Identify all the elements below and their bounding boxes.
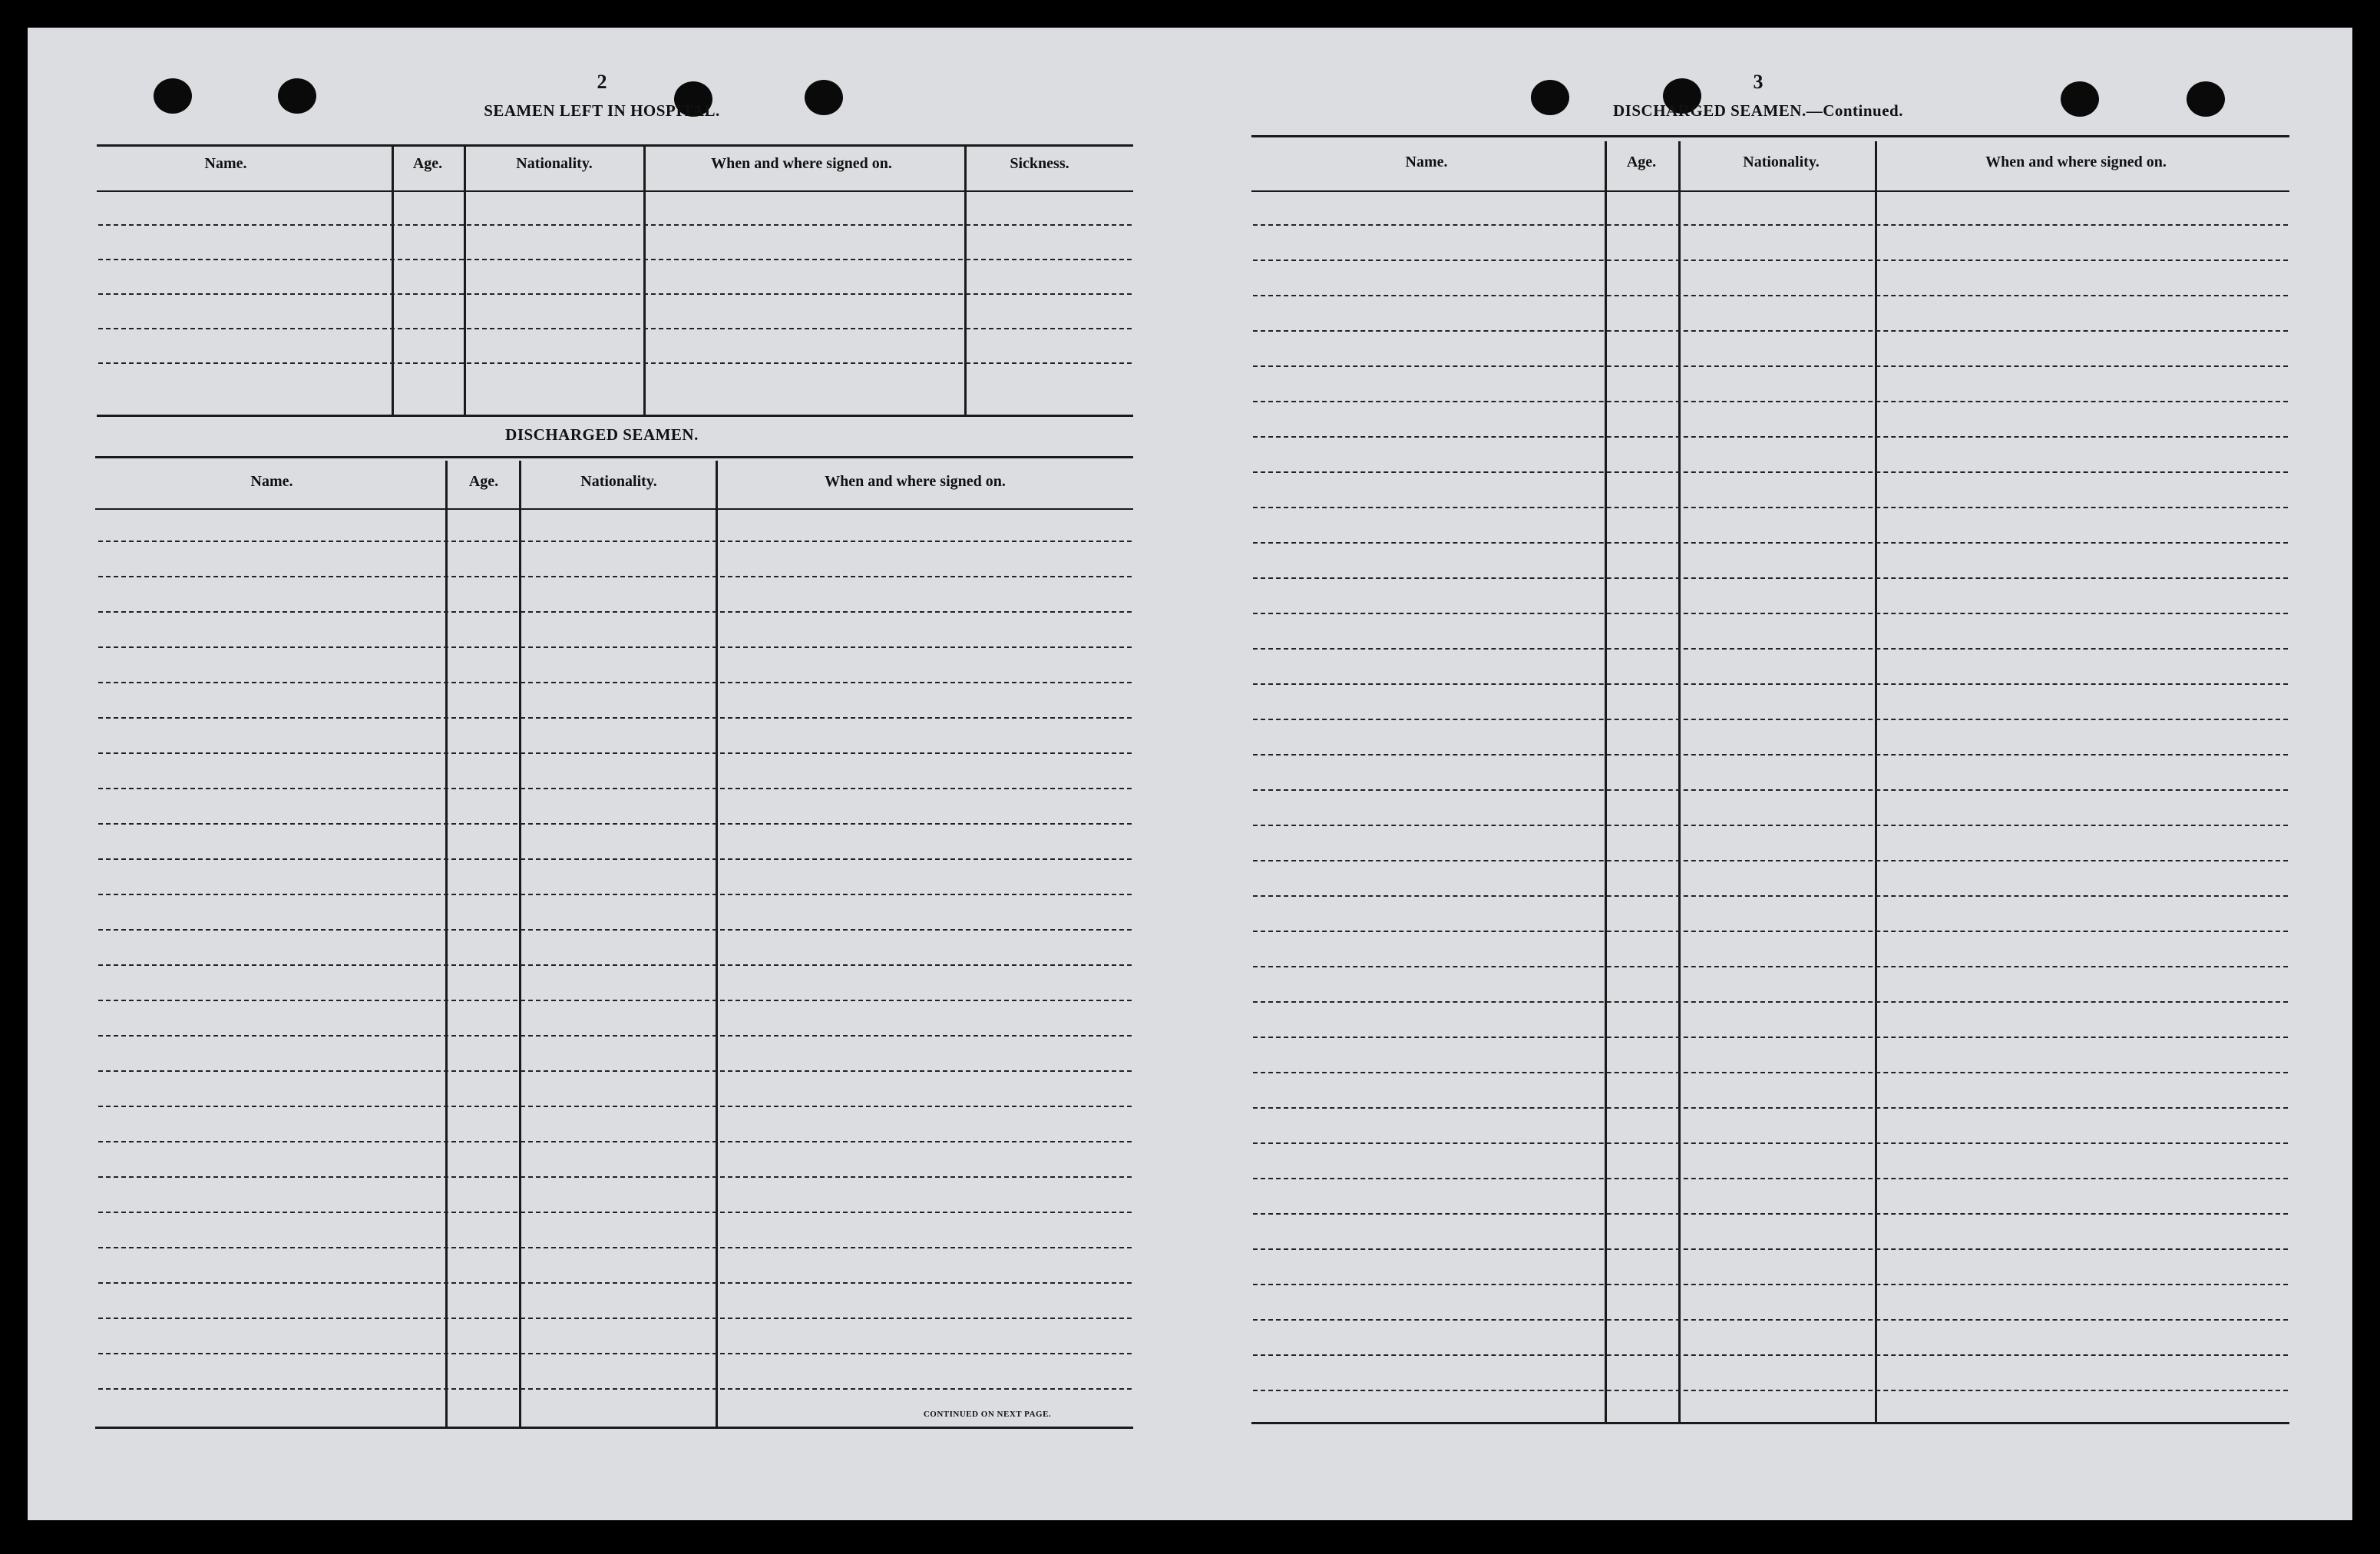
punch-hole <box>1531 80 1569 115</box>
entry-row-line <box>98 1106 1132 1107</box>
page-number: 2 <box>597 71 607 93</box>
column-divider <box>392 144 394 416</box>
entry-row-line <box>1253 1178 2288 1179</box>
entry-row-line <box>1253 966 2288 967</box>
entry-row-line <box>1253 1284 2288 1285</box>
column-divider <box>1605 141 1607 1423</box>
punch-hole <box>154 78 192 114</box>
col-nationality-header: Nationality. <box>516 155 593 172</box>
punch-hole <box>2187 81 2225 117</box>
col-name-header: Name. <box>250 473 293 490</box>
entry-row-line <box>98 576 1132 577</box>
entry-row-line <box>1253 931 2288 932</box>
hospital-table-bottom-rule <box>97 415 1133 417</box>
discharged-table-top-rule <box>95 456 1133 458</box>
entry-row-line <box>1253 1037 2288 1038</box>
right-header-rule <box>1251 190 2289 192</box>
hospital-section-title: SEAMEN LEFT IN HOSPITAL. <box>484 101 720 120</box>
entry-row-line <box>1253 365 2288 367</box>
entry-row-line <box>1253 224 2288 226</box>
entry-row-line <box>1253 683 2288 685</box>
col-age-header: Age. <box>412 155 443 172</box>
column-divider <box>1678 141 1681 1423</box>
column-divider <box>464 144 466 416</box>
entry-row-line <box>98 224 1132 226</box>
entry-row-line <box>1253 1319 2288 1321</box>
entry-row-line <box>98 328 1132 329</box>
hospital-table-top-rule <box>97 144 1133 147</box>
entry-row-line <box>98 1247 1132 1248</box>
discharged-section-title: DISCHARGED SEAMEN. <box>505 425 699 444</box>
entry-row-line <box>1253 471 2288 473</box>
entry-row-line <box>98 788 1132 789</box>
discharged-table-bottom-rule <box>95 1427 1133 1429</box>
document-sheet <box>28 28 2352 1520</box>
entry-row-line <box>1253 401 2288 402</box>
punch-hole <box>278 78 316 114</box>
continued-note: CONTINUED ON NEXT PAGE. <box>923 1410 1052 1419</box>
entry-row-line <box>98 1141 1132 1142</box>
col-signed-on-header: When and where signed on. <box>711 155 892 172</box>
entry-row-line <box>1253 860 2288 861</box>
col-sickness-header: Sickness. <box>1010 155 1069 172</box>
entry-row-line <box>98 541 1132 542</box>
entry-row-line <box>1253 719 2288 720</box>
entry-row-line <box>98 362 1132 364</box>
entry-row-line <box>98 1353 1132 1354</box>
entry-row-line <box>1253 648 2288 650</box>
entry-row-line <box>1253 436 2288 438</box>
entry-row-line <box>98 293 1132 295</box>
col-name-header: Name. <box>204 155 247 172</box>
entry-row-line <box>1253 1107 2288 1109</box>
entry-row-line <box>1253 613 2288 614</box>
entry-row-line <box>1253 1213 2288 1215</box>
punch-hole <box>805 80 843 115</box>
entry-row-line <box>1253 1072 2288 1073</box>
col-name-header: Name. <box>1405 154 1448 170</box>
entry-row-line <box>1253 542 2288 544</box>
entry-row-line <box>98 1388 1132 1390</box>
entry-row-line <box>98 1212 1132 1213</box>
page-number: 3 <box>1753 71 1764 93</box>
entry-row-line <box>98 1282 1132 1284</box>
entry-row-line <box>1253 577 2288 579</box>
entry-row-line <box>1253 1354 2288 1356</box>
col-signed-on-header: When and where signed on. <box>1985 154 2167 170</box>
entry-row-line <box>1253 1001 2288 1003</box>
entry-row-line <box>98 1070 1132 1072</box>
col-age-header: Age. <box>468 473 499 490</box>
entry-row-line <box>1253 1248 2288 1250</box>
col-nationality-header: Nationality. <box>580 473 657 490</box>
right-table-top-rule <box>1251 135 2289 137</box>
entry-row-line <box>1253 825 2288 826</box>
entry-row-line <box>98 1318 1132 1319</box>
entry-row-line <box>1253 1142 2288 1144</box>
column-divider <box>964 144 967 416</box>
column-divider <box>1875 141 1877 1423</box>
entry-row-line <box>98 929 1132 931</box>
right-table-bottom-rule <box>1251 1422 2289 1424</box>
entry-row-line <box>1253 295 2288 296</box>
entry-row-line <box>1253 507 2288 508</box>
entry-row-line <box>98 858 1132 860</box>
entry-row-line <box>1253 330 2288 332</box>
entry-row-line <box>98 823 1132 825</box>
entry-row-line <box>98 717 1132 719</box>
entry-row-line <box>98 1035 1132 1037</box>
col-age-header: Age. <box>1626 154 1657 170</box>
entry-row-line <box>98 646 1132 648</box>
entry-row-line <box>98 1176 1132 1178</box>
entry-row-line <box>1253 895 2288 897</box>
discharged-header-rule <box>95 508 1133 510</box>
entry-row-line <box>98 894 1132 895</box>
entry-row-line <box>98 682 1132 683</box>
entry-row-line <box>98 964 1132 966</box>
entry-row-line <box>1253 1390 2288 1391</box>
column-divider <box>643 144 646 416</box>
col-signed-on-header: When and where signed on. <box>825 473 1006 490</box>
entry-row-line <box>1253 789 2288 791</box>
entry-row-line <box>1253 260 2288 261</box>
discharged-continued-title: DISCHARGED SEAMEN.—Continued. <box>1613 101 1903 120</box>
entry-row-line <box>98 752 1132 754</box>
entry-row-line <box>98 1000 1132 1001</box>
entry-row-line <box>98 259 1132 260</box>
hospital-header-rule <box>97 190 1133 192</box>
entry-row-line <box>98 611 1132 613</box>
punch-hole <box>2061 81 2099 117</box>
entry-row-line <box>1253 754 2288 756</box>
col-nationality-header: Nationality. <box>1743 154 1820 170</box>
